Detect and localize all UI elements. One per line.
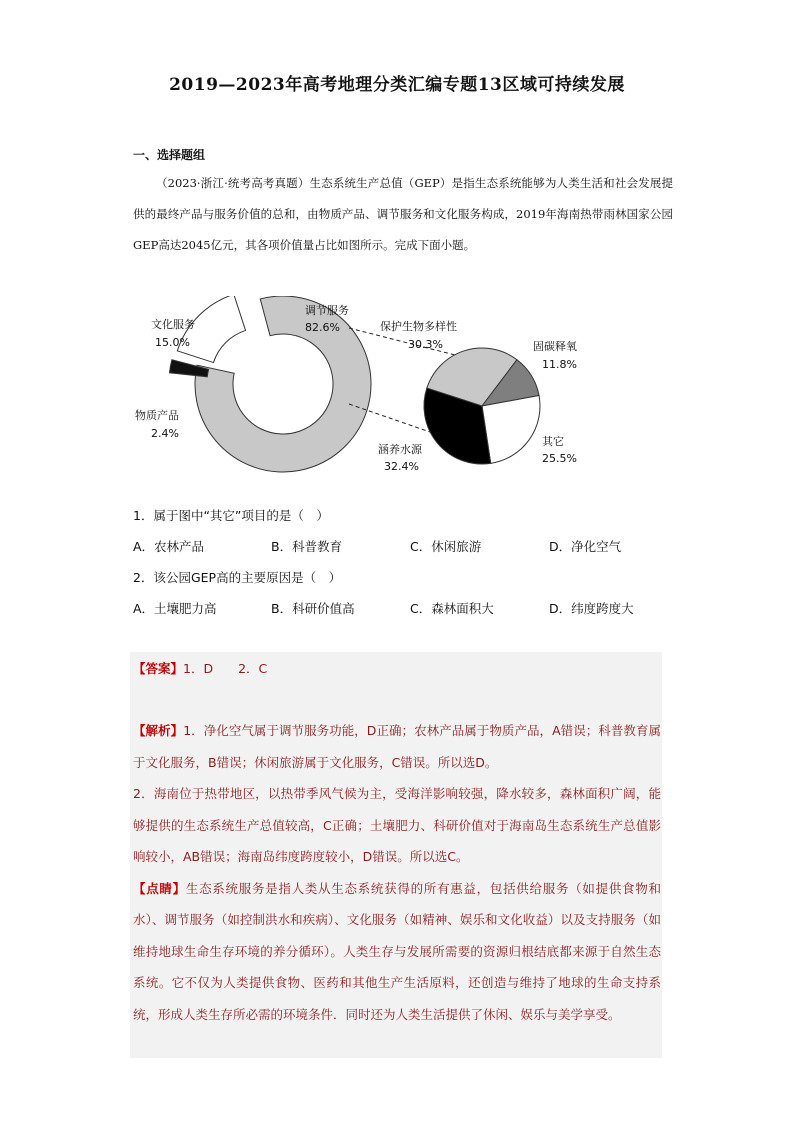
legend-label-other: 其它 [542,435,564,448]
data-label-other: 25.5% [542,452,577,465]
q1-option-c[interactable]: C．休闲旅游 [410,539,482,554]
answer-tag: 【答案】 [133,661,184,676]
question-intro: （2023·浙江·统考高考真题）生态系统生产总值（GEP）是指生态系统能够为人类生活和社会发展提供的最终产品与服务价值的总和，由物质产品、调节服务和文化服务构成，2019年海南热带雨林国家公园GEP高达2045亿元，其各项价值量占比如图所示。完成下面小题。 [133,176,673,252]
legend-label-regulation: 调节服务 [305,304,349,317]
q1-option-d[interactable]: D．净化空气 [549,539,622,554]
section-heading: 一、选择题组 [133,148,206,162]
analysis-paragraph-2: 2．海南位于热带地区，以热带季风气候为主，受海洋影响较强，降水较多，森林面积广阔，能够提供的生态系统生产总值较高，C正确；土壤肥力、科研价值对于海南岛生态系统生产总值影响较小，AB错误；海南岛纬度跨度较小，D错误。所以选C。 [133,786,661,864]
question-1-stem: 1．属于图中“其它”项目的是（ ） [133,508,329,523]
data-label-biodiversity: 30.3% [408,338,443,351]
tip-text: 生态系统服务是指人类从生态系统获得的所有惠益，包括供给服务（如提供食物和水）、调节服务（如控制洪水和疾病）、文化服务（如精神、娱乐和文化收益）以及支持服务（如维持地球生命生存环境的养分循环）。人类生存与发展所需要的资源归根结底都来源于自然生态系统。它不仅为人类提供食物、医药和其他生产生活原料，还创造与维持了地球的生命支持系统，形成人类生存所必需的环境条件．同时还为人类生活提供了休闲、娱乐与美学享受。 [133,880,661,1022]
question-2-stem: 2．该公园GEP高的主要原因是（ ） [133,570,342,585]
data-label-carbon: 11.8% [542,358,577,371]
legend-label-water: 涵养水源 [378,443,422,456]
analysis-block [133,715,661,1030]
data-label-regulation: 82.6% [305,321,340,334]
document-title: 2019—2023年高考地理分类汇编专题13区域可持续发展 [169,75,625,95]
q1-option-b[interactable]: B．科普教育 [271,539,343,554]
legend-label-material: 物质产品 [135,409,179,422]
legend-label-carbon: 固碳释氧 [533,340,577,353]
legend-label-biodiversity: 保护生物多样性 [380,320,457,333]
tip-tag: 【点睛】 [133,880,186,896]
data-label-material: 2.4% [151,427,179,440]
gep-chart [133,296,673,481]
q2-option-c[interactable]: C．森林面积大 [410,601,494,616]
legend-label-culture: 文化服务 [151,318,195,331]
q1-option-a[interactable]: A．农林产品 [133,539,205,554]
pie-slice-2 [482,395,540,463]
q2-option-b[interactable]: B．科研价值高 [271,601,355,616]
data-label-water: 32.4% [384,460,419,473]
q2-option-a[interactable]: A．土壤肥力高 [133,601,217,616]
donut-slice-2 [169,360,208,377]
answer-line [133,661,663,677]
analysis-tag: 【解析】 [133,723,184,738]
answer-text: 1．D 2．C [183,661,268,676]
q2-option-d[interactable]: D．纬度跨度大 [549,601,634,616]
analysis-paragraph-1: 1．净化空气属于调节服务功能，D正确；农林产品属于物质产品，A错误；科普教育属于文化服务，B错误；休闲旅游属于文化服务，C错误。所以选D。 [133,723,661,770]
data-label-culture: 15.0% [155,336,190,349]
